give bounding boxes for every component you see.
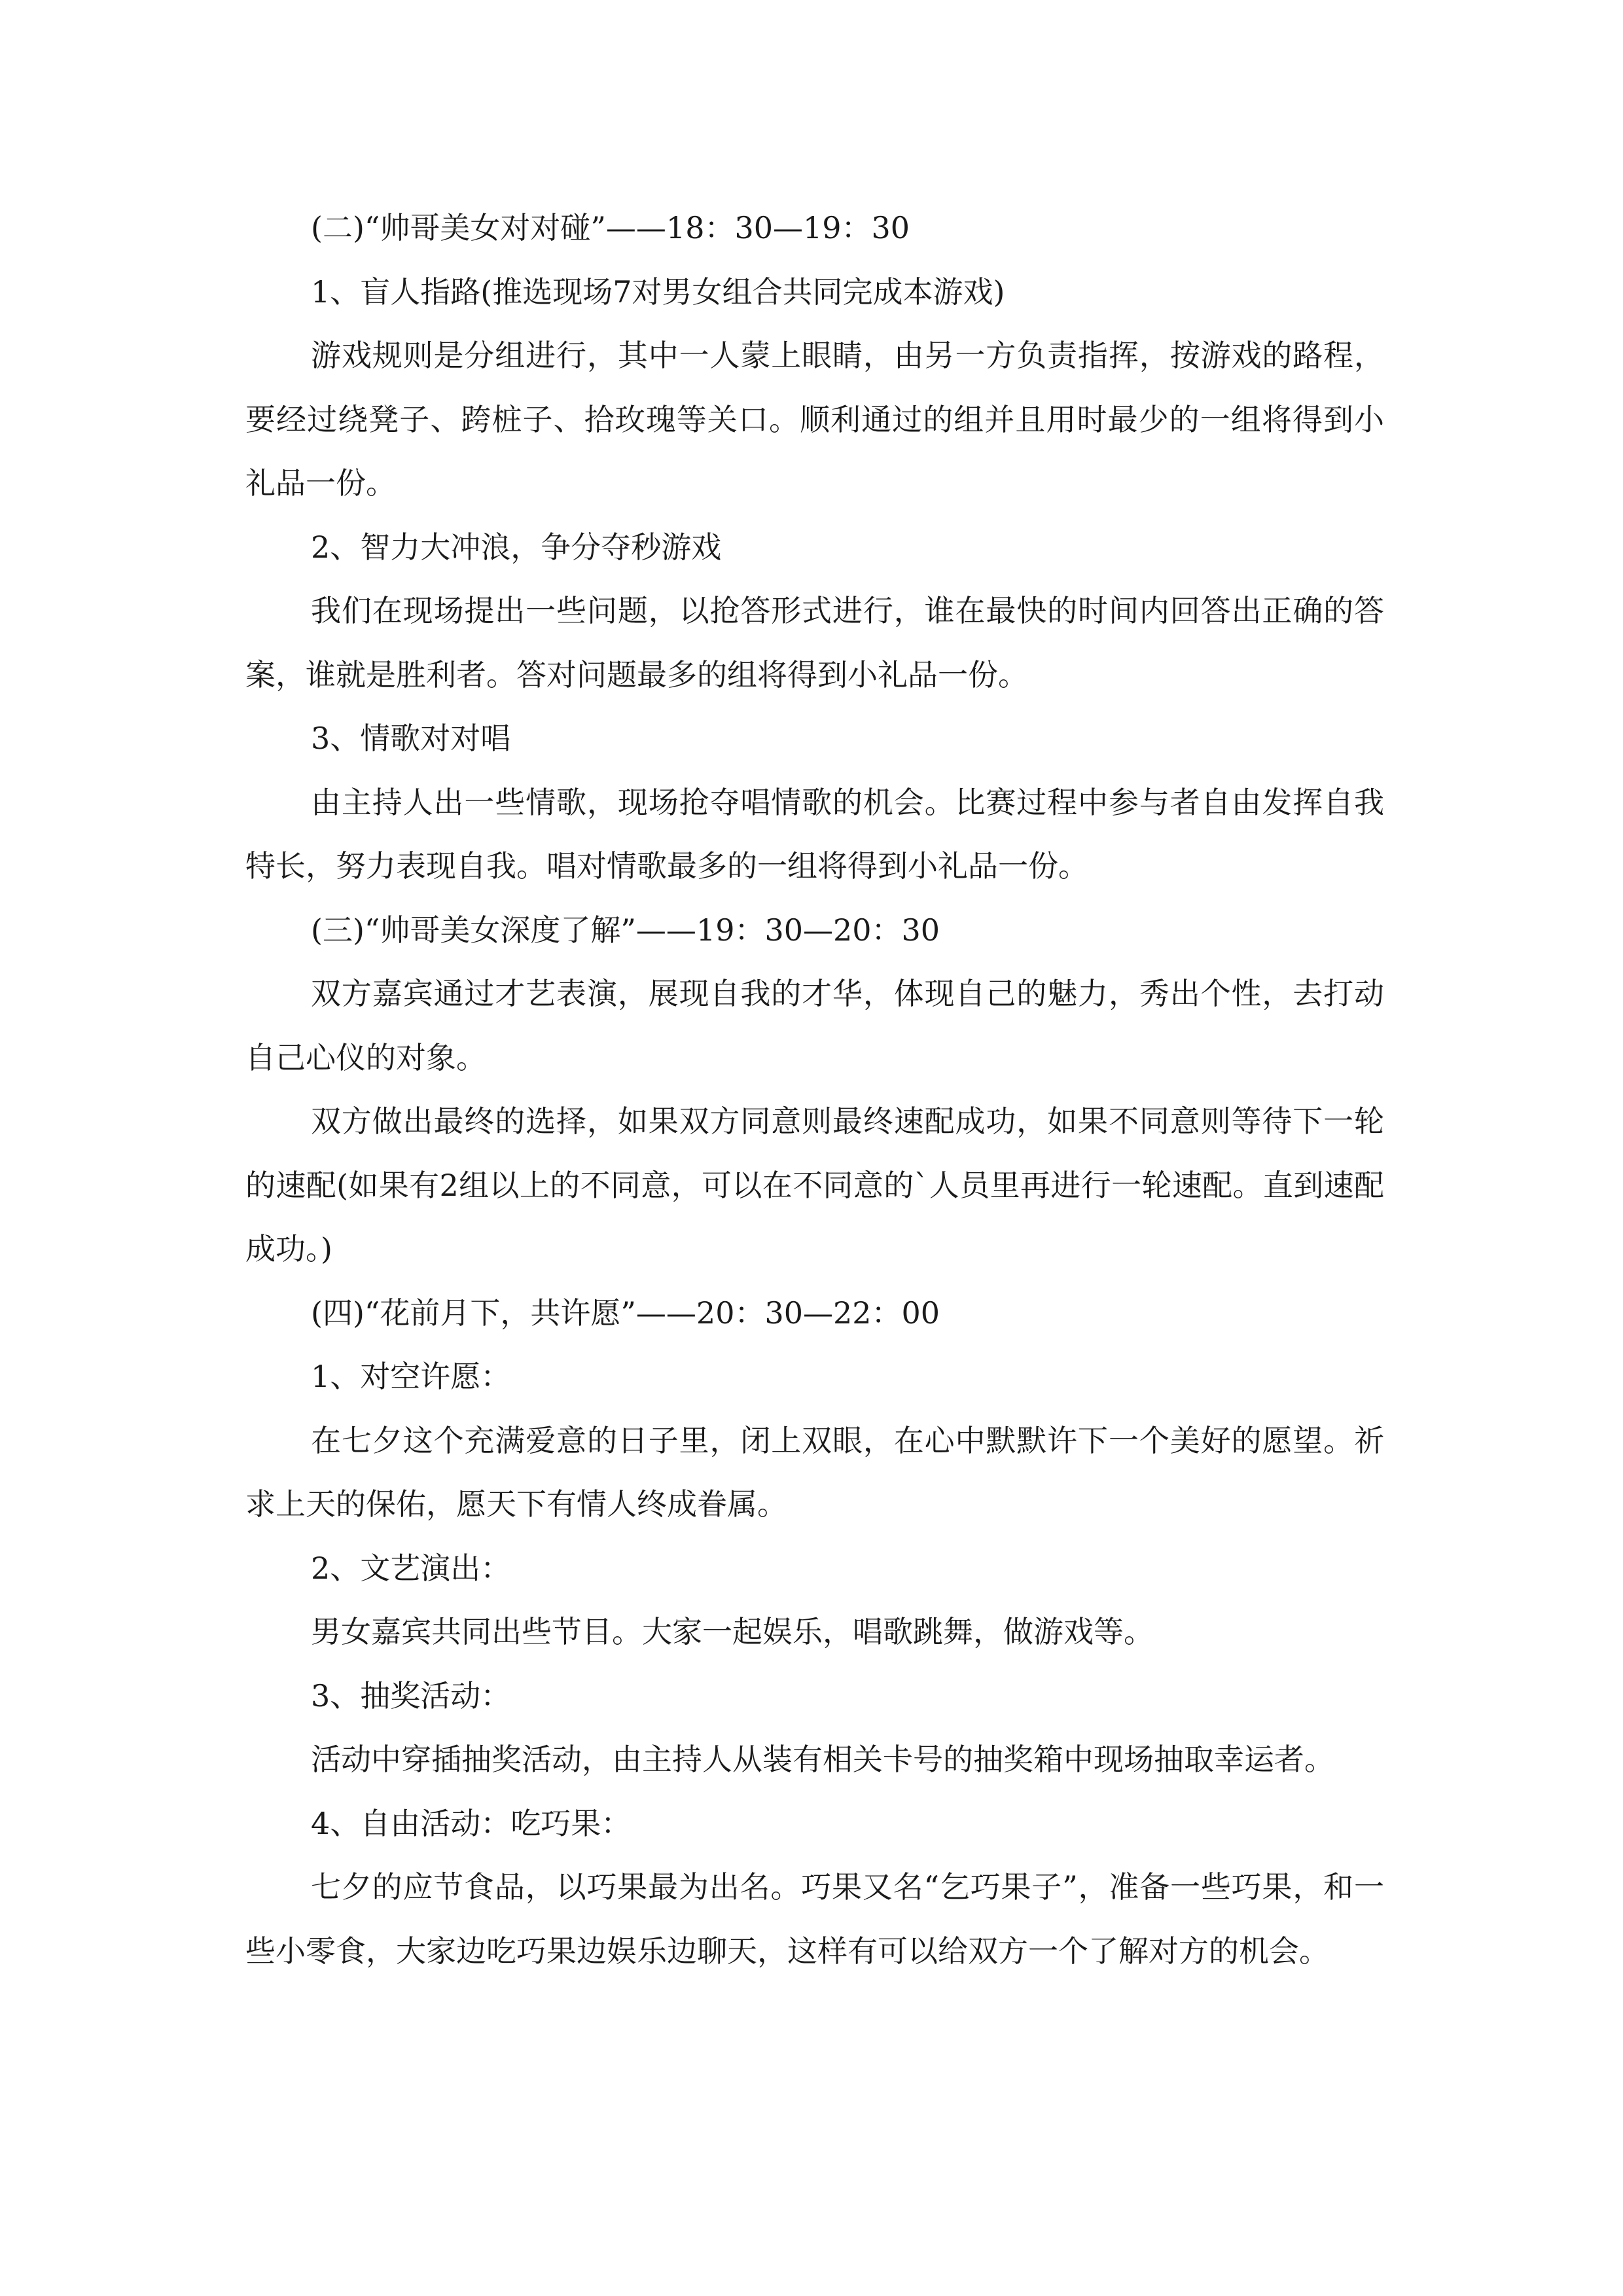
document-body bbox=[245, 196, 1384, 1983]
paragraph-game-rules: 游戏规则是分组进行，其中一人蒙上眼睛，由另一方负责指挥，按游戏的路程，要经过绕凳子、跨桩子、拾玫瑰等关口。顺利通过的组并且用时最少的一组将得到小礼品一份。 bbox=[245, 338, 1384, 501]
paragraph-love-songs: 由主持人出一些情歌，现场抢夺唱情歌的机会。比赛过程中参与者自由发挥自我特长，努力表现自我。唱对情歌最多的一组将得到小礼品一份。 bbox=[245, 784, 1384, 884]
section-heading-2: (二)“帅哥美女对对碰”——18：30—19：30 bbox=[311, 210, 910, 245]
paragraph-final-choice: 双方做出最终的选择，如果双方同意则最终速配成功，如果不同意则等待下一轮的速配(如果有2组以上的不同意，可以在不同意的`人员里再进行一轮速配。直到速配成功。) bbox=[245, 1103, 1384, 1266]
section-heading-3: (三)“帅哥美女深度了解”——19：30—20：30 bbox=[311, 912, 940, 948]
item-heading-free-activity: 4、自由活动：吃巧果： bbox=[311, 1805, 632, 1841]
paragraph-performance: 男女嘉宾共同出些节目。大家一起娱乐，唱歌跳舞，做游戏等。 bbox=[311, 1614, 1154, 1649]
item-heading-love-songs: 3、情歌对对唱 bbox=[311, 721, 511, 756]
section-heading-4: (四)“花前月下，共许愿”——20：30—22：00 bbox=[311, 1295, 940, 1331]
item-heading-blind-guide: 1、盲人指路(推选现场7对男女组合共同完成本游戏) bbox=[311, 274, 1005, 310]
paragraph-qiaoguo: 七夕的应节食品，以巧果最为出名。巧果又名“乞巧果子”，准备一些巧果，和一些小零食，大家边吃巧果边娱乐边聊天，这样有可以给双方一个了解对方的机会。 bbox=[245, 1869, 1384, 1969]
paragraph-lottery: 活动中穿插抽奖活动，由主持人从装有相关卡号的抽奖箱中现场抽取幸运者。 bbox=[311, 1742, 1334, 1777]
item-heading-performance: 2、文艺演出： bbox=[311, 1550, 511, 1586]
paragraph-quiz: 我们在现场提出一些问题，以抢答形式进行，谁在最快的时间内回答出正确的答案，谁就是胜利者。答对问题最多的组将得到小礼品一份。 bbox=[245, 593, 1384, 692]
item-heading-wish: 1、对空许愿： bbox=[311, 1359, 511, 1394]
item-heading-lottery: 3、抽奖活动： bbox=[311, 1677, 511, 1713]
item-heading-quiz: 2、智力大冲浪，争分夺秒游戏 bbox=[311, 529, 722, 565]
paragraph-talent-show: 双方嘉宾通过才艺表演，展现自我的才华，体现自己的魅力，秀出个性，去打动自己心仪的对象。 bbox=[245, 976, 1384, 1075]
paragraph-wish: 在七夕这个充满爱意的日子里，闭上双眼，在心中默默许下一个美好的愿望。祈求上天的保佑，愿天下有情人终成眷属。 bbox=[245, 1422, 1384, 1522]
